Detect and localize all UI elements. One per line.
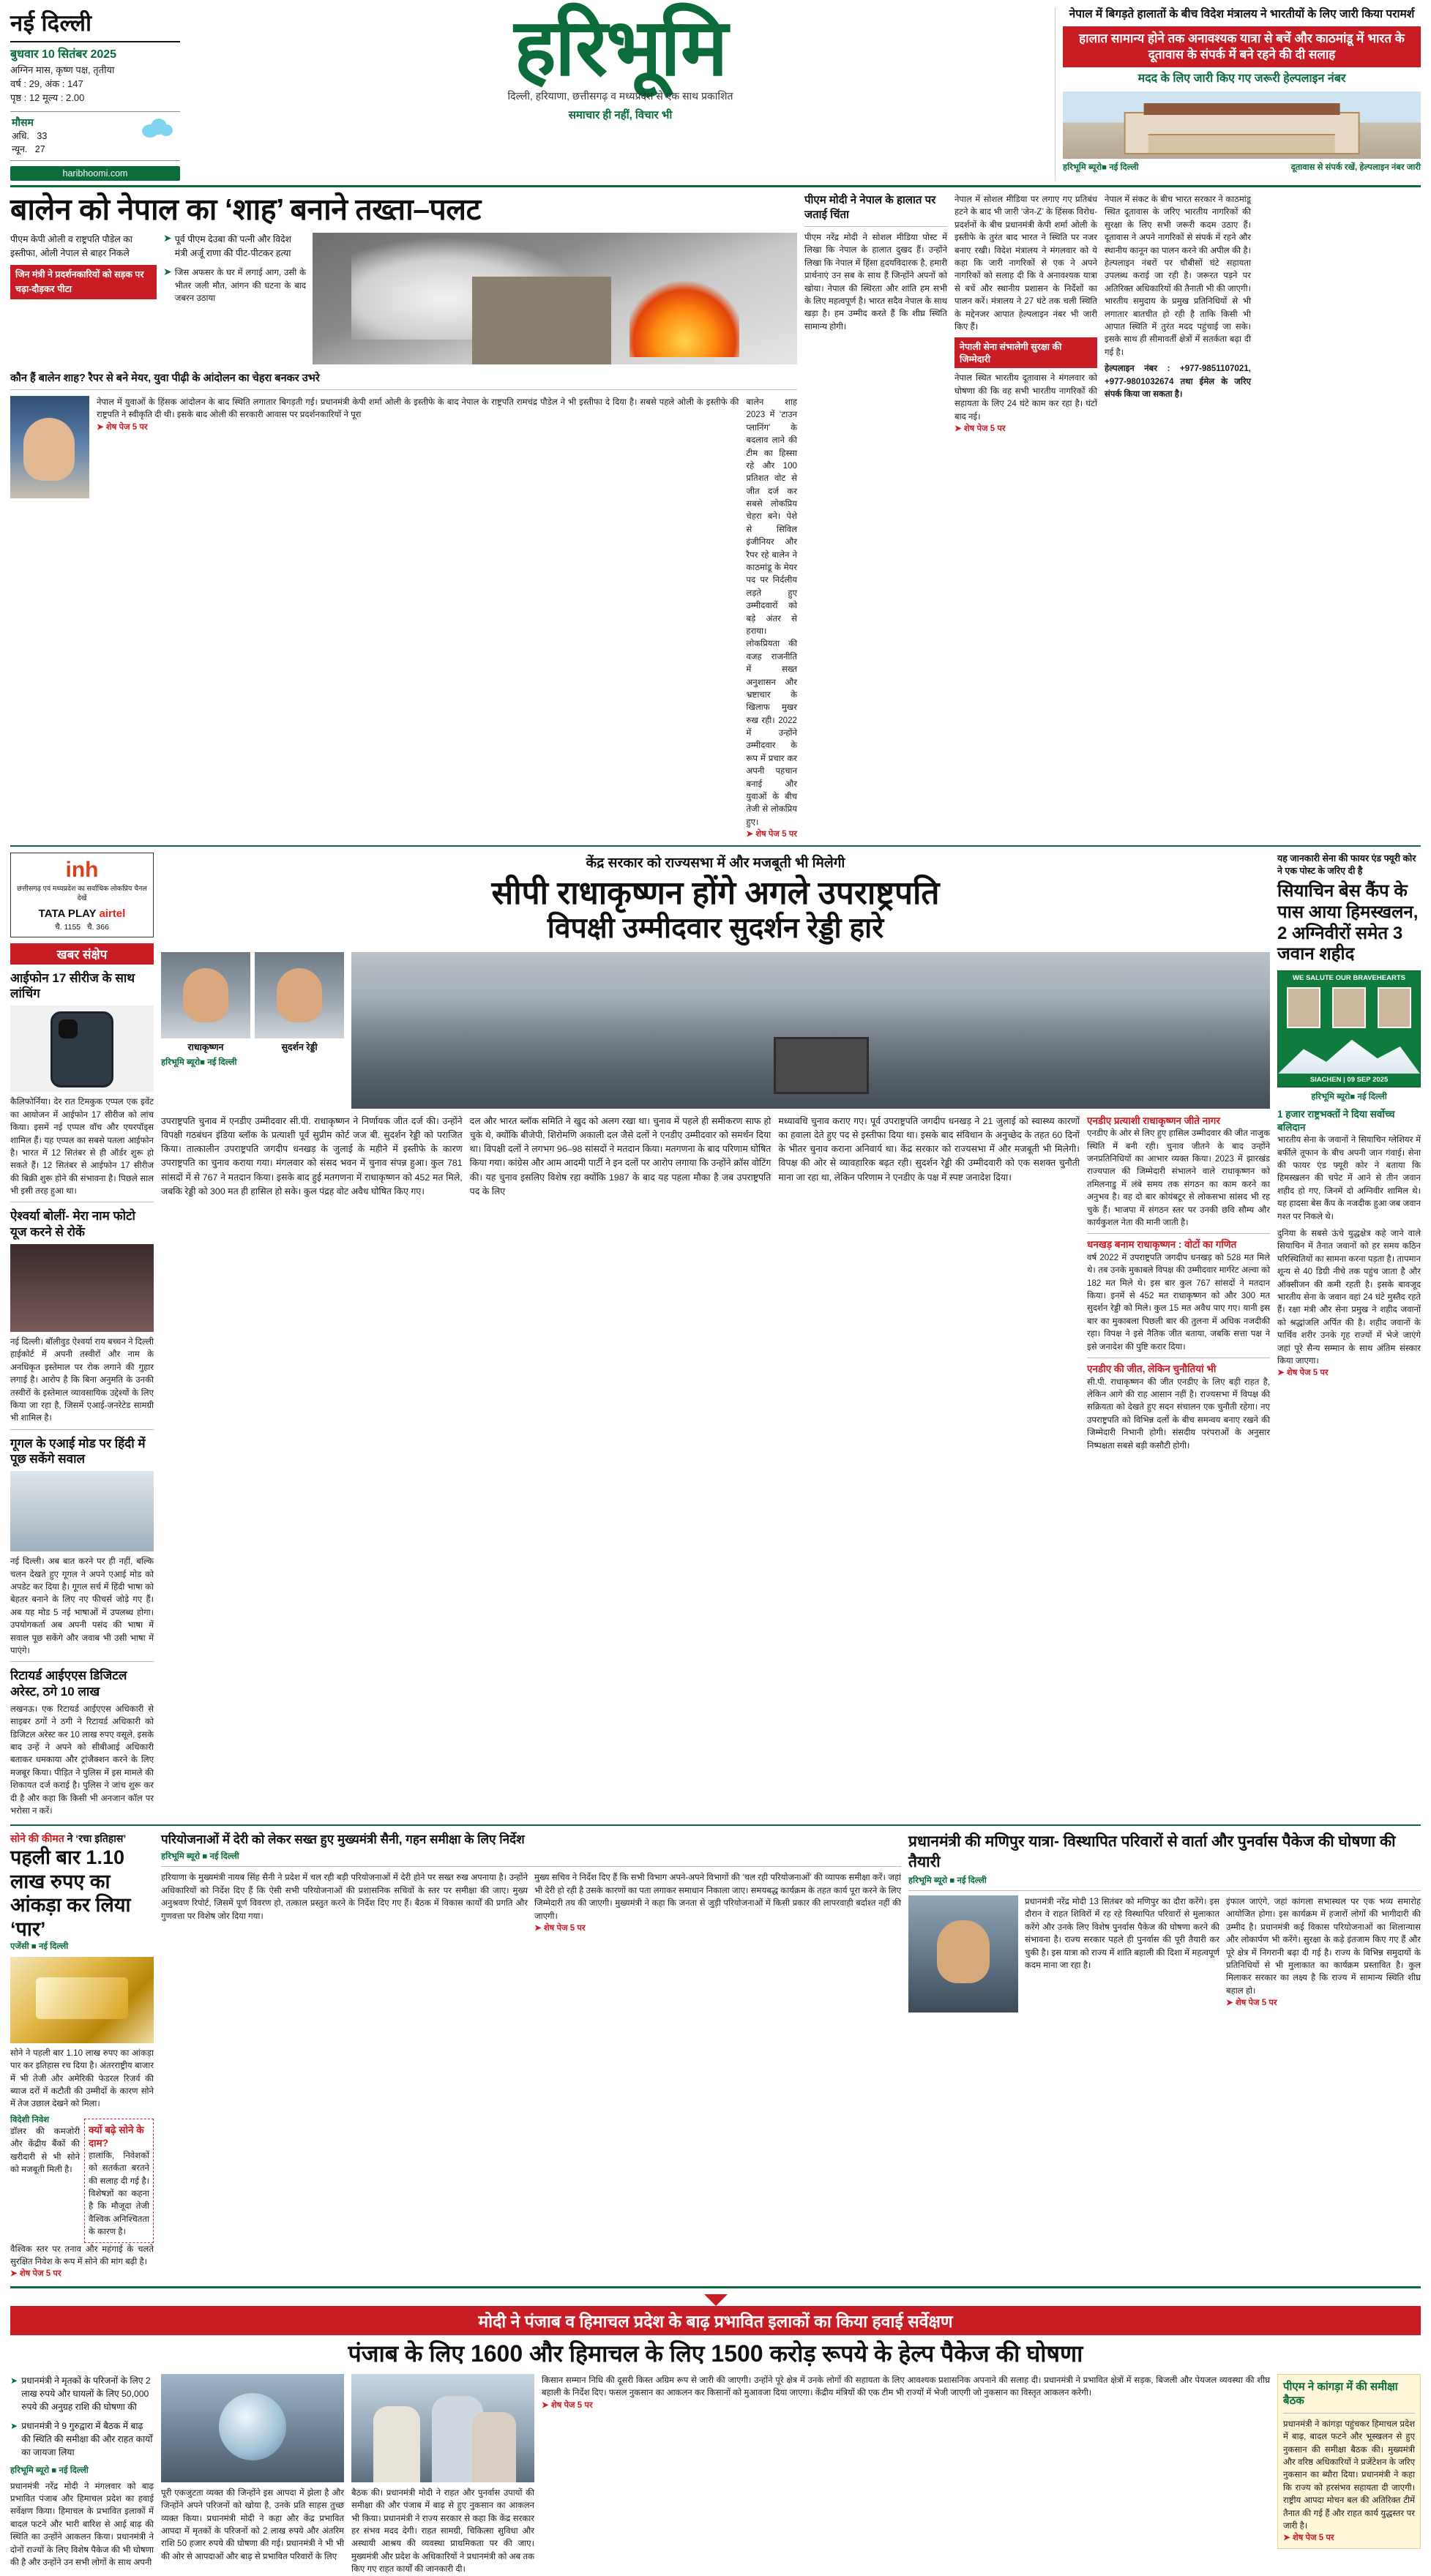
aerial-survey-photo: [161, 2374, 344, 2482]
manipur-headline: प्रधानमंत्री की मणिपुर यात्रा- विस्थापित परिवारों से वार्ता और पुनर्वास पैकेज की घोषणा की तैयारी: [908, 1833, 1396, 1871]
modi-nepal-body: पीएम नरेंद्र मोदी ने सोशल मीडिया पोस्ट में लिखा कि नेपाल के हालात दुखद हैं। उन्होंने लिखा कि नेपाल में हिंसा हृदयविदारक है, हमारी प्रार्थनाएं उन सब के साथ हैं जिन्होंने अपनों को खोया। नेपाल की स्थिरता और शांति हम सभी के लिए महत्वपूर्ण है। भारत सदैव नेपाल के साथ खड़ा है। हम उम्मीद करते हैं कि शीघ्र स्थिति सामान्य होगी।: [804, 233, 947, 332]
advisory-byline: हरिभूमि ब्यूरो■ नई दिल्ली: [1063, 162, 1139, 172]
lead-photo-fire: [313, 233, 797, 364]
vp-headline-2: विपक्षी उम्मीदवार सुदर्शन रेड्डी हारे: [547, 912, 884, 944]
brief-2-body: नई दिल्ली। बॉलीवुड ऐश्वर्या राय बच्चन ने दिल्ली हाईकोर्ट में अपनी तस्वीरों और नाम के अनधिकृत इस्तेमाल पर रोक लगाने की गुहार लगाई है। आरोप है कि बिना अनुमति के उनकी तस्वीरों के इस्तेमाल व्यावसायिक उद्देश्यों के लिए किया जा रहा है, जिसमें एआई-जनरेटेड सामग्री भी शामिल है।: [10, 1336, 154, 1423]
nepal-army-note: नेपाली सेना संभालेगी सुरक्षा की जिम्मेदारी: [954, 337, 1097, 368]
weather-max-value: 33: [37, 130, 48, 141]
vp-kicker: केंद्र सरकार को राज्यसभा में और मजबूती भी मिलेगी: [586, 855, 845, 872]
gold-question-body: हालांकि, निवेशकों को सतर्कता बरतने की सलाह दी गई है। विशेषज्ञों का कहना है कि मौजूदा तेजी वैश्विक अनिश्चितता के कारण है।: [89, 2150, 149, 2237]
brief-2-headline: ऐश्वर्या बोलीं- मेरा नाम फोटो यूज करने से रोकें: [10, 1209, 135, 1239]
sidebox-1-body: एनडीए के ओर से लिए हुए हासिल उम्मीदवार की जीत नाजुक स्थिति में बनी रही। चुनाव जीतने के बाद उन्होंने जनप्रतिनिधियों का आभार व्यक्त किया। 2023 में झारखंड राज्यपाल की जिम्मेदारी संभालने वाले राधाकृष्णन को तमिलनाडु में लंबे समय तक संगठन का काम करने का अनुभव है। वह दो बार कोयंबटूर से लोकसभा सांसद भी रह चुके हैं। भाजपा में संगठन स्तर पर उनकी छवि सौम्य और कार्यकुशल नेता की मानी जाती है।: [1087, 1128, 1271, 1227]
mea-advisory-body: नेपाल में सोशल मीडिया पर लगाए गए प्रतिबंध हटने के बाद भी जारी ‘जेन-Z’ के हिंसक विरोध-प्रदर्शनों के बीच प्रधानमंत्री केपी शर्मा ओली के इस्तीफे के तुरंत बाद भारत ने स्थिति पर नजर बनाए रखी। विदेश मंत्रालय ने मंगलवार को ये कहा कि जारी नागरिकों से एक ने अपने नागरिकों को सलाह दी कि वे अनावश्यक यात्रा से बचें और स्थानीय प्रशासन के निर्देशों का पालन करें। मंत्रालय ने 27 घंटे तक चली स्थिति के मद्देनजर आपात हेल्पलाइन नंबर भी जारी किए हैं।: [954, 195, 1097, 332]
flood-photo-col-1: [161, 2374, 344, 2576]
airtel-label: airtel: [99, 907, 126, 920]
sidebox-2-body: वर्ष 2022 में उपराष्ट्रपति जगदीप धनखड़ को 528 मत मिले थे। तब उनके मुकाबले विपक्ष की उम्मीदवार मार्गरेट अल्वा को 182 मत मिले थे। इस बार कुल 767 सांसदों ने मतदान किया। इनमें से 452 मत राधाकृष्णन को और 300 मत सुदर्शन रेड्डी को मिले। कुल 15 मत अवैध पाए गए। यानी इस बार का मुकाबला पिछली बार की तुलना में अधिक नजदीकी रहा। विपक्ष ने इसे नैतिक जीत बताया, जबकि सत्ता पक्ष ने इसे जनादेश की पुष्टि करार दिया।: [1087, 1252, 1271, 1352]
meta-line-1: अग्निन मास, कृष्ण पक्ष, तृतीया: [10, 64, 115, 75]
vp-col-3-body: मध्यावधि चुनाव कराए गए। पूर्व उपराष्ट्रपति जगदीप धनखड़ ने 21 जुलाई को स्वास्थ्य कारणों का हवाला देते हुए पद से इस्तीफा दिया था। इसके बाद संविधान के अनुच्छेद के तहत 60 दिनों के भीतर चुनाव कराना अनिवार्य था। केंद्र सरकार को राज्यसभा में और मजबूती भी मिलेगी। विपक्ष की ओर से व्यावहारिक बढ़त रही। सुदर्शन रेड्डी की उम्मीदवारी को एक सशक्त चुनौती माना जा रहा था, लेकिन परिणाम ने एनडीए के पक्ष में स्पष्ट जनादेश दिया।: [778, 1115, 1080, 1183]
flood-survey-title: मोदी ने पंजाब व हिमाचल प्रदेश के बाढ़ प्रभावित इलाकों का किया हवाई सर्वेक्षण: [10, 2306, 1421, 2335]
lead-section: [10, 193, 1421, 839]
sidebox-2-head: धनखड़ बनाम राधाकृष्णन : वोटों का गणित: [1087, 1239, 1237, 1251]
brief-4-body: लखनऊ। एक रिटायर्ड आईएएस अधिकारी से साइबर ठगों ने ठगी ने रिटायर्ड अधिकारी को डिजिटल अरेस्ट कर 10 लाख रुपए वसूले, इसके बाद उन्हें ने अपने को सीबीआई अधिकारी बताकर धमकाया और ट्रांजैक्शन करने के लिए मजबूर किया। पीड़ित ने पुलिस में इस मामले की शिकायत दर्ज कराई है। पुलिस ने जांच शुरू कर दी है और कहा कि किसी भी अनजान कॉल पर भरोसा न करें।: [10, 1704, 154, 1816]
flood-content-row: [10, 2374, 1421, 2576]
relief-visit-photo: [351, 2374, 534, 2482]
vp-byline: हरिभूमि ब्यूरो■ नई दिल्ली: [161, 1057, 237, 1067]
second-band: [10, 845, 1421, 1817]
channel-2: चै. 366: [86, 922, 109, 932]
siachen-tribute-graphic: [1277, 970, 1421, 1087]
lead-sub-col-2: [163, 233, 306, 364]
mea-advisory-story: [954, 193, 1097, 839]
inh-logo: [15, 858, 149, 883]
kangra-head: पीएम ने कांगड़ा में की समीक्षा बैठक: [1283, 2380, 1398, 2408]
vp-main-photo: [351, 952, 1270, 1109]
left-rail: [10, 853, 154, 1817]
lead-bottom-text: [97, 396, 739, 839]
manipur-story: [908, 1832, 1421, 2279]
gold-mini-2-body: वैश्विक स्तर पर तनाव और महंगाई के चलते सुरक्षित निवेश के रूप में सोने की मांग बढ़ी है।: [10, 2244, 154, 2266]
vp-col-3: [778, 1115, 1080, 1452]
inh-advertisement[interactable]: [10, 853, 154, 937]
tribute-banner-text: WE SALUTE OUR BRAVEHEARTS: [1293, 974, 1405, 983]
arrow-icon-2: ➤: [163, 266, 172, 278]
gold-mini-1-body: डॉलर की कमजोरी और केंद्रीय बैंकों की खरीदारी से भी सोने को मजबूती मिली है।: [10, 2126, 80, 2175]
lead-secondary-headline: कौन हैं बालेन शाह? रैपर से बने मेयर, युवा पीढ़ी के आंदोलन का चेहरा बनकर उभरे: [10, 372, 320, 384]
portrait-reddy: [255, 952, 344, 1053]
meta-line-2: वर्ष : 29, अंक : 147: [10, 78, 83, 89]
gold-price-story: [10, 1832, 154, 2279]
lead-sub-2b: जिस अफसर के घर में लगाई आग, उसी के भीतर जली मौत, आंगन की घटना के बाद जबरन उठाया: [174, 268, 306, 304]
siachen-continue-link[interactable]: ➤ शेष पेज 5 पर: [1277, 1368, 1329, 1378]
brief-1-body: कैलिफोर्निया। देर रात टिमकुक एप्पल एक इवेंट का आयोजन में आईफोन 17 सीरीज को लांच किया। इसमें नई एप्पल वॉच और एयरपॉड्स शामिल हैं। यह एप्पल का सबसे पतला आईफोन है। भारत में 12 सितंबर से ही ऑर्डर शुरू हो सकते हैं। 12 सितंबर से आईफोन 17 सीरीज की बिक्री शुरू होने की संभावना है। पिछले साल भी इसी तरह हुआ था।: [10, 1097, 154, 1197]
brief-1-headline: आईफोन 17 सीरीज के साथ लांचिंग: [10, 970, 135, 1001]
weather-widget: [10, 111, 180, 162]
haryana-story: [161, 1832, 901, 2279]
modi-photo: [908, 1895, 1018, 2012]
gold-kicker-a: सोने की कीमत: [10, 1832, 64, 1845]
modi-nepal-headline: पीएम मोदी ने नेपाल के हालात पर जताई चिंता: [804, 194, 936, 221]
gold-byline: एजेंसी ■ नई दिल्ली: [10, 1942, 69, 1951]
edition-meta: [10, 64, 180, 105]
flood-col-4: किसान सम्मान निधि की दूसरी किस्त अग्रिम रूप से जारी की जाएगी। उन्होंने पूरे क्षेत्र में उनके लोगों की सहायता के लिए आवश्यक प्रशासनिक अपनाने की सलाह दी। प्रधानमंत्री ने प्रभावित क्षेत्रों में सड़क, बिजली और पेयजल व्यवस्था की शीघ्र बहाली के निर्देश दिए। फसल नुकसान का आकलन कर किसानों को मुआवजा दिया जाएगा। केंद्रीय मंत्रियों की एक टीम भी राज्यों में भेजी जाएगी जो नुकसान का विस्तृत आकलन करेगी।: [542, 2375, 1270, 2398]
lead-continue-link-2[interactable]: ➤ शेष पेज 5 पर: [746, 830, 797, 839]
vp-portraits: [161, 952, 344, 1109]
edition-date: बुधवार 10 सितंबर 2025: [10, 48, 117, 61]
advisory-red-box: हालात सामान्य होने तक अनावश्यक यात्रा से बचें और काठमांडू में भारत के दूतावास के संपर्क में बने रहने की दी सलाह: [1063, 26, 1421, 67]
embassy-body: नेपाल में संकट के बीच भारत सरकार ने काठमांडू स्थित दूतावास के जरिए भारतीय नागरिकों की सुरक्षा के लिए सभी जरूरी कदम उठाए हैं। दूतावास ने अपने नागरिकों से संपर्क में रहने और स्थानीय कानून का पालन करने की अपील की है। हेल्पलाइन नंबरों पर चौबीसों घंटे सहायता उपलब्ध कराई जा रही है। जरूरत पड़ने पर अतिरिक्त अधिकारियों की तैनाती भी की जाएगी। भारतीय समुदाय के प्रमुख प्रतिनिधियों से भी लगातार बातचीत हो रही है ताकि किसी भी आपात स्थिति में तुरंत मदद पहुंचाई जा सके। इसके साथ ही सीमावर्ती क्षेत्रों में सतर्कता बढ़ा दी गई है।: [1105, 195, 1251, 357]
bottom-band: [10, 2286, 1421, 2575]
gold-mini-1-head: विदेशी निवेश: [10, 2115, 50, 2124]
embassy-helplines: हेल्पलाइन नंबर : +977-9851107021, +977-9801032674 तथा ईमेल के जरिए संपर्क किया जा सकता है।: [1105, 364, 1251, 399]
weather-label: मौसम: [12, 116, 34, 128]
manipur-byline: हरिभूमि ब्यूरो ■ नई दिल्ली: [908, 1876, 987, 1885]
google-ai-photo: [10, 1471, 154, 1551]
iphone-photo: [10, 1006, 154, 1092]
lead-subheads: [10, 233, 797, 364]
brief-4-headline: रिटायर्ड आईएएस डिजिटल अरेस्ट, ठगे 10 लाख: [10, 1669, 127, 1699]
aishwarya-photo: [10, 1244, 154, 1332]
lead-bottom-body: नेपाल में युवाओं के हिंसक आंदोलन के बाद स्थिति लगातार बिगड़ती गई। प्रधानमंत्री केपी शर्मा ओली के इस्तीफे के बाद नेपाल के राष्ट्रपति रामचंद्र पौडेल ने भी इस्तीफा दे दिया है। सबसे पहले ओली के इस्तीफे की राष्ट्रपति ने स्वीकृति दी थी। इसके बाद ओली की सरकारी आवास पर प्रदर्शनकारियों ने पूरा: [97, 397, 739, 420]
siachen-body-1: भारतीय सेना के जवानों ने सियाचिन ग्लेशियर में बर्फीले तूफान के बीच अपनी जान गंवाई। सेना की फायर एंड फ्यूरी कोर ने बताया कि हिमस्खलन की चपेट में आने से तीन जवान शहीद हो गए, जिनमें दो अग्निवीर शामिल थे। यह हादसा बेस कैंप के नजदीक हुआ जब जवान गश्त पर निकले थे।: [1277, 1135, 1421, 1221]
center-main-story: [161, 853, 1270, 1817]
advisory-helpline-note: मदद के लिए जारी किए गए जरूरी हेल्पलाइन नंबर: [1137, 72, 1346, 86]
channel-1: चै. 1155: [55, 922, 81, 932]
haryana-col-1: हरियाणा के मुख्यमंत्री नायब सिंह सैनी ने प्रदेश में चल रही बड़ी परियोजनाओं में देरी होने पर सख्त रुख अपनाया है। उन्होंने अधिकारियों को निर्देश दिए हैं कि ऐसी सभी परियोजनाओं की प्रशासनिक सचिवों के स्तर पर समीक्षा की जाए। मुख्य अनुश्रवण रिपोर्ट, जिसमें पूर्ण विवरण हो, तत्काल प्रस्तुत करने के निर्देश दिए गए हैं। बैठक में विकास कार्यों की प्रगति और गुणवत्ता पर विशेष जोर दिया गया।: [161, 1873, 528, 1921]
sidebox-1-head: एनडीए प्रत्याशी राधाकृष्णन जीते नागर: [1087, 1115, 1220, 1126]
divider: [10, 41, 180, 42]
masthead-right-story: [1055, 7, 1421, 181]
siachen-kicker: यह जानकारी सेना की फायर एंड फ्यूरी कोर ने एक पोस्ट के जरिए दी है: [1277, 853, 1416, 877]
flood-bullets-col: [10, 2374, 154, 2576]
weather-max-label: अधि.: [12, 130, 29, 141]
weather-min-value: 27: [34, 144, 45, 155]
advisory-headline: नेपाल में बिगड़ते हालातों के बीच विदेश मंत्रालय ने भारतीयों के लिए जारी किया परामर्श: [1069, 8, 1415, 20]
sidebox-3-head: एनडीए की जीत, लेकिन चुनौतियां भी: [1087, 1363, 1217, 1374]
haryana-byline: हरिभूमि ब्यूरो ■ नई दिल्ली: [161, 1852, 239, 1862]
lead-continue-link[interactable]: ➤ शेष पेज 5 पर: [97, 422, 148, 432]
portrait-1-name: राधाकृष्णन: [187, 1041, 224, 1052]
newspaper-logo: हरिभूमि: [514, 3, 727, 91]
inh-ad-line1: छत्तीसगढ़ एवं मध्यप्रदेश का सर्वाधिक लोकप्रिय चैनल देखें: [17, 885, 147, 903]
haryana-headline: परियोजनाओं में देरी को लेकर सख्त हुए मुख्यमंत्री सैनी, गहन समीक्षा के लिए निर्देश: [161, 1832, 525, 1847]
vp-photo-row: [161, 952, 1270, 1109]
news-brief-section-title: खबर संक्षेप: [10, 943, 154, 965]
manipur-col-2: इंफाल जाएंगे, जहां कांगला सभास्थल पर एक भव्य समारोह आयोजित होगा। इस कार्यक्रम में हजारों लोगों की भागीदारी की उम्मीद है। प्रधानमंत्री कई विकास परियोजनाओं का शिलान्यास और लोकार्पण भी करेंगे। सुरक्षा के कड़े इंतजाम किए गए हैं और पूरे क्षेत्र में निगरानी बढ़ा दी गई है। राज्य के विभिन्न समुदायों के प्रतिनिधियों से भी मुलाकात का कार्यक्रम प्रस्तावित है। कुल मिलाकर सरकार का लक्ष्य है कि राज्य में सामान्य स्थिति शीघ्र बहाल हो।: [1226, 1896, 1421, 1996]
lead-headline: बालेन को नेपाल का ‘शाह’ बनाने तख्ता–पलट: [10, 192, 481, 227]
mea-advisory-body-2: नेपाल स्थित भारतीय दूतावास ने मंगलवार को घोषणा की कि वह सभी भारतीय नागरिकों की सहायता के लिए 24 घंटे काम कर रहा है। घंटों बाद नई।: [954, 373, 1097, 422]
third-band: [10, 1824, 1421, 2279]
vp-sideboxes: [1087, 1115, 1270, 1452]
masthead: [10, 3, 1421, 187]
brief-item-2: [10, 1208, 154, 1424]
portrait-radhakrishnan: [161, 952, 250, 1053]
portrait-2-name: सुदर्शन रेड्डी: [281, 1041, 318, 1052]
website-url[interactable]: haribhoomi.com: [10, 166, 180, 181]
manipur-col-1: प्रधानमंत्री नरेंद्र मोदी 13 सितंबर को मणिपुर का दौरा करेंगे। इस दौरान वे राहत शिविरों में रह रहे विस्थापित परिवारों से मुलाकात करेंगे और उनके लिए विशेष पुनर्वास पैकेज की घोषणा करने की संभावना है। राज्य सरकार पहले ही पुनर्वास की पूरी तैयारी कर चुकी है। इस यात्रा को राज्य में शांति बहाली की दिशा में महत्वपूर्ण कदम माना जा रहा है।: [1025, 1896, 1219, 1970]
siachen-subhead: 1 हजार राष्ट्रभक्तों ने दिया सर्वोच्च बलिदान: [1277, 1109, 1395, 1133]
inh-ad-partners: [15, 907, 149, 920]
mea-continue-link[interactable]: ➤ शेष पेज 5 पर: [954, 424, 1006, 433]
gold-body: सोने ने पहली बार 1.10 लाख रुपए का आंकड़ा पार कर इतिहास रच दिया है। अंतरराष्ट्रीय बाजार में भी तेजी और अमेरिकी फेडरल रिजर्व की ब्याज दरों में कटौती की उम्मीदों के कारण सोने में तेज उछाल देखने को मिला।: [10, 2048, 154, 2109]
embassy-story: [1105, 193, 1251, 839]
siachen-byline: हरिभूमि ब्यूरो■ नई दिल्ली: [1311, 1093, 1387, 1102]
brief-item-4: [10, 1668, 154, 1817]
tata-play-label: TATA PLAY: [38, 907, 97, 920]
flood-bullet-1-text: प्रधानमंत्री ने मृतकों के परिजनों के लिए 2 लाख रुपये और घायलों के लिए 50,000 रुपये की अनुग्रह राशि की घोषणा की: [21, 2375, 151, 2413]
bullet-icon-2: ➤: [10, 2420, 18, 2431]
inh-ad-channels: [15, 922, 149, 932]
vp-col-2-body: दल और भारत ब्लॉक समिति ने खुद को अलग रखा था। चुनाव में पहले ही समीकरण साफ हो चुके थे, क्योंकि बीजेपी, शिरोमणि अकाली दल जैसे दलों ने एनडीए उम्मीदवार को समर्थन दिया था। विपक्षी दलों ने लगभग 96–98 सांसदों ने मतदान किया। मतगणना के बाद परिणाम घोषित किया गया। कांग्रेस और आम आदमी पार्टी ने इन दलों पर आरोप लगाया कि उन्होंने क्रॉस वोटिंग की। यह चुनाव इसलिए विशेष रहा क्योंकि 1987 के बाद यह पहला मौका है जब उपराष्ट्रपति पद के लिए: [469, 1115, 771, 1197]
kangra-body: प्रधानमंत्री ने कांगड़ा पहुंचकर हिमाचल प्रदेश में बाढ़, बादल फटने और भूस्खलन से हुए नुकसान की समीक्षा बैठक की। मुख्यमंत्री और वरिष्ठ अधिकारियों ने प्रजेंटेशन के जरिए नुकसान का ब्यौरा दिया। प्रधानमंत्री ने कहा कि राज्य को हरसंभव सहायता दी जाएगी। राष्ट्रीय आपदा मोचन बल की अतिरिक्त टीमें तैनात की गई हैं और राहत कार्य युद्धस्तर पर जारी है।: [1283, 2419, 1415, 2531]
cloud-icon: [142, 116, 174, 139]
flood-byline: हरिभूमि ब्यूरो ■ नई दिल्ली: [10, 2465, 89, 2475]
gold-bars-photo: [10, 1957, 154, 2043]
flood-bullet-2-text: प्रधानमंत्री ने 9 गुरुद्वारा में बैठक में बाढ़ की स्थिति की समीक्षा की और राहत कार्यों का जायजा लिया: [21, 2420, 153, 2458]
lead-sub-1: पीएम केपी ओली व राष्ट्रपति पौडेल का इस्तीफा, ओली नेपाल से बाहर निकले: [10, 233, 132, 259]
logo-tagline: समाचार ही नहीं, विचार भी: [568, 109, 673, 122]
weather-min-label: न्यून.: [12, 144, 28, 155]
lead-right-stories: [804, 193, 1421, 839]
lead-sub-1b: जिन मंत्री ने प्रदर्शनकारियों को सड़क पर चढ़ा-दौड़कर पीटा: [10, 265, 157, 299]
lead-sub-col-1: [10, 233, 157, 364]
flood-col-3: बैठक की। प्रधानमंत्री मोदी ने राहत और पुनर्वास उपायों की समीक्षा की और पंजाब में बाढ़ से हुए नुकसान का आकलन भी किया। प्रधानमंत्री ने राज्य सरकार से कहा कि केंद्र सरकार हर संभव मदद देगी। राहत सामग्री, चिकित्सा सुविधा और अस्थायी आश्रय की व्यवस्था प्राथमिकता पर की जाए। मुख्यमंत्री और प्रदेश के अधिकारियों ने प्रधानमंत्री को अब तक किए गए राहत कार्यों की जानकारी दी।: [351, 2487, 534, 2575]
masthead-center: [186, 3, 1055, 181]
flood-continue-link[interactable]: ➤ शेष पेज 5 पर: [542, 2400, 593, 2410]
sidebox-3-body: सी.पी. राधाकृष्णन की जीत एनडीए के लिए बड़ी राहत है, लेकिन आगे की राह आसान नहीं है। राज्यसभा में विपक्ष की सक्रियता को देखते हुए सदन संचालन एक चुनौती रहेगा। नए उपराष्ट्रपति को विभिन्न दलों के बीच समन्वय बनाए रखने की जिम्मेदारी निभानी होगी। संसदीय परंपराओं के अनुसार निष्पक्षता सबसे बड़ी कसौटी होगी।: [1087, 1377, 1271, 1450]
inh-brand: inh: [65, 858, 99, 883]
siachen-headline: सियाचिन बेस कैंप के पास आया हिमस्खलन, 2 अग्निवीरों समेत 3 जवान शहीद: [1277, 880, 1419, 965]
gold-mini-items: [10, 2114, 154, 2243]
haryana-col-2: मुख्य सचिव ने निर्देश दिए हैं कि सभी विभाग अपने-अपने विभागों की ‘चल रही परियोजनाओं’ की व्यापक समीक्षा करें। जहां भी देरी हो रही है उसके कारणों का पता लगाकर समाधान निकाला जाए। समयबद्ध कार्यक्रम के तहत कार्य पूरा करने के लिए जिम्मेदारी तय की जाएगी। मुख्यमंत्री ने कहा कि जनता से जुड़ी परियोजनाओं में किसी प्रकार की लापरवाही बर्दाश्त नहीं की जाएगी।: [534, 1873, 901, 1921]
gold-question-head: क्यों बढ़े सोने के दाम?: [89, 2124, 144, 2149]
flood-text-col: [542, 2374, 1270, 2576]
gold-kicker-b: ने ‘रचा इतिहास’: [67, 1832, 127, 1845]
gold-kicker: [10, 1832, 154, 1846]
right-rail: [1277, 853, 1421, 1817]
haryana-continue-link[interactable]: ➤ शेष पेज 5 पर: [534, 1924, 586, 1933]
embassy-photo: [1063, 91, 1421, 159]
kangra-sidebar: [1277, 2374, 1421, 2576]
bullet-icon-1: ➤: [10, 2375, 18, 2386]
vp-col-1: [161, 1115, 463, 1452]
vp-article-columns: [161, 1115, 1270, 1452]
advisory-photo-caption: दूतावास से संपर्क रखें, हेल्पलाइन नंबर जारी: [1290, 162, 1421, 172]
siachen-body-2: दुनिया के सबसे ऊंचे युद्धक्षेत्र कहे जाने वाले सियाचिन में तैनात जवानों को हर समय कठिन परिस्थितियों का सामना करना पड़ता है। तापमान शून्य से 40 डिग्री नीचे तक पहुंच जाता है और ऑक्सीजन की कमी रहती है। इसके बावजूद भारतीय सेना के जवान वहां 24 घंटे मुस्तैद रहते हैं। रक्षा मंत्री और सेना प्रमुख ने शहीद जवानों को श्रद्धांजलि अर्पित की है। शहीद जवानों के पार्थिव शरीर उनके गृह राज्यों में भेजे जाएंगे जहां पूरे सैन्य सम्मान के साथ अंतिम संस्कार किया जाएगा।: [1277, 1228, 1421, 1366]
vp-col-1-body: उपराष्ट्रपति चुनाव में एनडीए उम्मीदवार सी.पी. राधाकृष्णन ने निर्णायक जीत दर्ज की। उन्होंने विपक्षी गठबंधन इंडिया ब्लॉक के प्रत्याशी पूर्व सुप्रीम कोर्ट जज बी. सुदर्शन रेड्डी को पराजित किया। तात्कालीन उपराष्ट्रपति जगदीप धनखड़ के जुलाई के महीने में इस्तीफे के कारण उपराष्ट्रपति का चुनाव कराया गया। मंगलवार को संसद भवन में चुनाव संपन्न हुआ। कुल 781 सांसदों में से 767 ने मतदान किया। इसके बाद हुई मतगणना में राधाकृष्णन को 452 मत मिले, जबकि रेड्डी को 300 मत ही हासिल हो सके। कुल पंद्रह वोट अवैध घोषित किए गए।: [161, 1115, 463, 1197]
flood-bullet-2: [10, 2419, 154, 2460]
edition-city: नई दिल्ली: [10, 10, 92, 36]
weather-values: [12, 130, 47, 157]
vp-col-2: [470, 1115, 771, 1452]
modi-nepal-story: [804, 193, 947, 839]
gold-continue-link[interactable]: ➤ शेष पेज 5 पर: [10, 2269, 61, 2279]
gold-question-box: [84, 2119, 154, 2243]
brief-3-headline: गूगल के एआई मोड पर हिंदी में पूछ सकेंगे सवाल: [10, 1436, 146, 1466]
brief-item-3: [10, 1436, 154, 1658]
lead-main-story: [10, 193, 797, 839]
lead-bottom-row: [10, 396, 797, 839]
lead-sub-2: पूर्व पीएम देउबा की पत्नी और विदेश मंत्री अर्जू राणा की पीट-पीटकर हत्या: [174, 233, 291, 259]
flood-col-1: प्रधानमंत्री नरेंद्र मोदी ने मंगलवार को बाढ़ प्रभावित पंजाब और हिमाचल प्रदेश का हवाई सर्वेक्षण किया। हिमाचल के प्रभावित इलाकों में बादल फटने और भारी बारिश से आई बाढ़ की स्थिति का उन्होंने आकलन किया। प्रधानमंत्री ने दोनों राज्यों के लिए विशेष पैकेज की भी घोषणा की है और उन्होंने उन सभी लोगों के साथ अपनी: [10, 2481, 154, 2567]
flood-col-2: पूरी एकजुटता व्यक्त की जिन्होंने इस आपदा में झेला है और जिन्होंने अपने परिजनों को खोया है, उनके प्रति साहस तुच्छ व्यक्त किया। प्रधानमंत्री मोदी ने कहा और केंद्र प्रभावित आपदा में मृतकों के परिजनों को 2 लाख रुपये और अंतरिम राशि 50 हजार रुपये की घोषणा की गई। प्रधानमंत्री ने भी भी की ओर से आपदाओं और बाढ़ से प्रभावित परिवारों के लिए: [161, 2487, 344, 2561]
brief-item-1: [10, 970, 154, 1198]
lead-body-text: बालेन शाह 2023 में ‘टाउन प्लानिंग’ के बदलाव लाने की टीम का हिस्सा रहे और 100 प्रतिशत वोट से जीत दर्ज कर सबसे लोकप्रिय चेहरा बने। पेशे से सिविल इंजीनियर और रैपर रहे बालेन ने काठमांडू के मेयर पद पर निर्दलीय लड़ते हुए उम्मीदवारों को बड़े अंतर से हराया। लोकप्रियता की वजह राजनीति में सख्त अनुशासन और भ्रष्टाचार के खिलाफ मुखर रुख रही। 2022 में उन्होंने उम्मीदवार के रूप में प्रचार कर अपनी पहचान बनाई और युवाओं के बीच तेजी से लोकप्रिय हुए।: [746, 397, 797, 827]
kangra-continue-link[interactable]: ➤ शेष पेज 5 पर: [1283, 2534, 1334, 2543]
vp-headline-1: सीपी राधाकृष्णन होंगे अगले उपराष्ट्रपति: [491, 875, 940, 912]
brief-3-body: नई दिल्ली। अब बात करने पर ही नहीं, बल्कि चलन देखते हुए गूगल ने अपने एआई मोड को अपडेट कर दिया है। गूगल सर्च में हिंदी भाषा को बेहतर बनाने के लिए नए फीचर्स जोड़े गए हैं। अब यह मोड 5 नई भाषाओं में उपलब्ध होगा। उपयोगकर्ता अब अपनी पसंद की भाषा में सवाल पूछ सकेंगे और जवाब भी उसी भाषा में पाएंगे।: [10, 1557, 154, 1655]
masthead-left: [10, 7, 186, 181]
gold-headline: पहली बार 1.10 लाख रुपए का आंकड़ा कर लिया ‘पार’: [10, 1846, 131, 1940]
flood-photo-col-2: [351, 2374, 534, 2576]
tribute-banner-footer: SIACHEN | 09 SEP 2025: [1309, 1076, 1389, 1085]
flood-bullet-1: [10, 2374, 154, 2414]
flood-package-subtitle: पंजाब के लिए 1600 और हिमाचल के लिए 1500 करोड़ रूपये के हेल्प पैकेज की घोषणा: [348, 2340, 1083, 2367]
manipur-continue-link[interactable]: ➤ शेष पेज 5 पर: [1226, 1999, 1277, 2008]
triangle-marker-icon: [704, 2294, 728, 2306]
kp-oli-photo: [10, 396, 89, 498]
logo-subtitle: दिल्ली, हरियाणा, छत्तीसगढ़ व मध्यप्रदेश से एक साथ प्रकाशित: [507, 90, 733, 102]
meta-line-3: पृष्ठ : 12 मूल्य : 2.00: [10, 91, 85, 103]
arrow-icon: ➤: [163, 231, 172, 244]
